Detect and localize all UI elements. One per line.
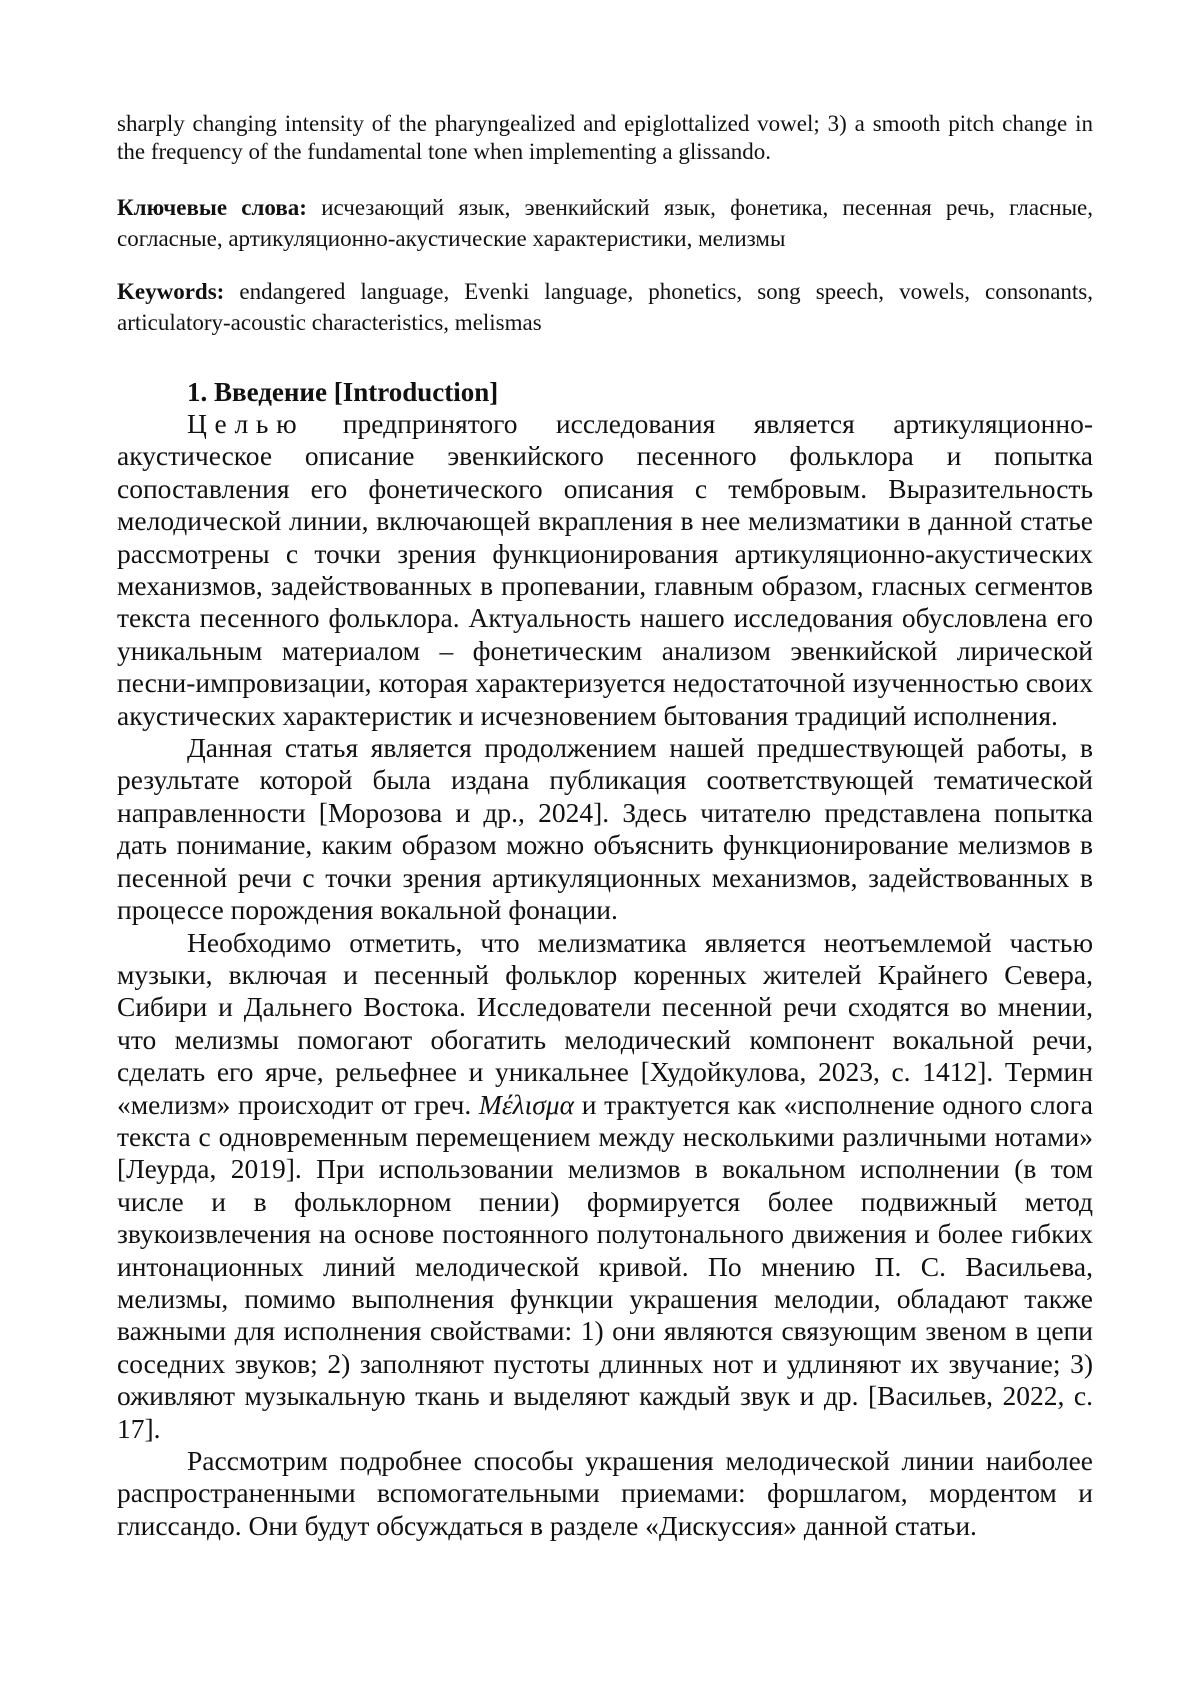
greek-term: Μέλισμα xyxy=(478,1088,575,1120)
paragraph-3-text-b: и трактуется как «исполнение одного слога текста с одновременным перемещением между несколькими различными нотами» [Леурда, 2019]. При использовании мелизмов в вокальном исполнении (в том числе и в фольклорном пении) формируется более подвижный метод звукоизвлечения на основе постоянного полутонального движения и более гибких интонационных линий мелодической кривой. По мнению П. С. Васильева, мелизмы, помимо выполнения функции украшения мелодии, обладают также важными для исполнения свойствами: 1) они являются связующим звеном в цепи соседних звуков; 2) заполняют пустоты длинных нот и удлиняют их звучание; 3) оживляют музыкальную ткань и выделяют каждый звук и др. [Васильев, 2022, с. 17]. xyxy=(117,1088,1094,1444)
paragraph-4: Рассмотрим подробнее способы украшения мелодической линии наиболее распространенными вспомогательными приемами: форшлагом, мордентом и глиссандо. Они будут обсуждаться в разделе «Дискуссия» данной статьи. xyxy=(117,1445,1093,1541)
keywords-en-text: endangered language, Evenki language, phonetics, song speech, vowels, consonants, articulatory-acoustic characteristics, melismas xyxy=(117,279,1093,335)
paragraph-3 xyxy=(117,927,1093,1446)
paragraph-1-spaced-word: Целью xyxy=(187,408,305,439)
abstract-tail: sharply changing intensity of the pharyngealized and epiglottalized vowel; 3) a smooth pitch change in the frequency of the fundamental tone when implementing a glissando. xyxy=(117,111,1093,164)
section-heading-introduction: 1. Введение [Introduction] xyxy=(187,377,499,407)
page-content xyxy=(117,110,1093,1542)
keywords-ru-label: Ключевые слова: xyxy=(117,195,307,220)
keywords-ru xyxy=(117,192,1093,254)
paragraph-1 xyxy=(117,408,1093,732)
paragraph-2: Данная статья является продолжением нашей предшествующей работы, в результате которой была издана публикация соответствующей тематической направленности [Морозова и др., 2024]. Здесь читателю представлена попытка дать понимание, каким образом можно объяснить функционирование мелизмов в песенной речи с точки зрения артикуляционных механизмов, задействованных в процессе порождения вокальной фонации. xyxy=(117,732,1093,926)
keywords-en xyxy=(117,276,1093,338)
keywords-en-label: Keywords: xyxy=(117,279,225,304)
keywords-ru-text: исчезающий язык, эвенкийский язык, фонетика, песенная речь, гласные, согласные, артикуляционно-акустические характеристики, мелизмы xyxy=(117,195,1093,251)
paragraph-1-text: предпринятого исследования является артикуляционно-акустическое описание эвенкийского песенного фольклора и попытка сопоставления его фонетического описания с тембровым. Выразительность мелодической линии, включающей вкрапления в нее мелизматики в данной статье рассмотрены с точки зрения функционирования артикуляционно-акустических механизмов, задействованных в пропевании, главным образом, гласных сегментов текста песенного фольклора. Актуальность нашего исследования обусловлена его уникальным материалом – фонетическим анализом эвенкийской лирической песни-импровизации, которая характеризуется недостаточной изученностью своих акустических характеристик и исчезновением бытования традиций исполнения. xyxy=(117,408,1093,731)
paragraph-3-text-a: Необходимо отметить, что мелизматика является неотъемлемой частью музыки, включая и песенный фольклор коренных жителей Крайнего Севера, Сибири и Дальнего Востока. Исследователи песенной речи сходятся во мнении, что мелизмы помогают обогатить мелодический компонент вокальной речи, сделать его ярче, рельефнее и уникальнее [Худойкулова, 2023, с. 1412]. Термин «мелизм» происходит от греч. xyxy=(117,926,1093,1120)
